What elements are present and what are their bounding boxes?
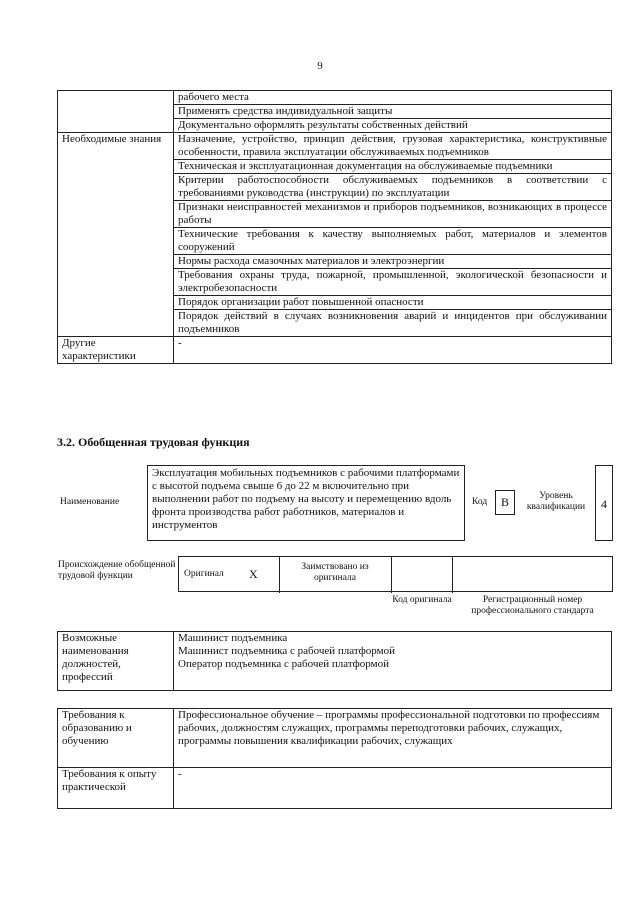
- table-cell: Технические требования к качеству выполняемых работ, материалов и элементов сооружений: [174, 228, 612, 255]
- divider: [452, 557, 453, 593]
- table-row-label: Необходимые знания: [58, 133, 174, 337]
- level-label: Уровень квалификации: [526, 491, 586, 512]
- table-row-label: Требования к опыту практической: [58, 768, 174, 809]
- table-cell: Применять средства индивидуальной защиты: [174, 105, 612, 119]
- list-item: Машинист подъемника: [178, 632, 288, 644]
- table-cell: Профессиональное обучение – программы профессиональной подготовки по профессиям рабочих, должностям служащих, программы переподготовки рабочих, служащих, программы повышения квалификации рабочих, служащих: [174, 709, 612, 768]
- list-item: Машинист подъемника с рабочей платформой: [178, 645, 395, 657]
- requirements-table: [57, 708, 612, 809]
- table-cell: Документально оформлять результаты собственных действий: [174, 119, 612, 133]
- code-value-box: B: [495, 490, 515, 515]
- table-row-label: Требования к образованию и обучению: [58, 709, 174, 768]
- reg-caption: Регистрационный номер профессионального стандарта: [471, 595, 594, 616]
- code-label: Код: [472, 497, 488, 507]
- origin-label: Происхождение обобщенной трудовой функции: [58, 560, 176, 581]
- positions-cell: [174, 632, 612, 691]
- table-cell: Назначение, устройство, принцип действия, грузовая характеристика, конструктивные особенности, правила эксплуатации обслуживаемых подъемников: [174, 133, 612, 160]
- name-label: Наименование: [60, 497, 120, 507]
- page-number: 9: [317, 60, 323, 72]
- section-heading: 3.2. Обобщенная трудовая функция: [57, 435, 250, 449]
- table-cell: Требования охраны труда, пожарной, промышленной, экологической безопасности и электробезопасности: [174, 269, 612, 296]
- function-name-box: Эксплуатация мобильных подъемников с рабочими платформами с высотой подъема свыше 6 до 22 м включительно при выполнении работ по подъему на высоту и перемещению вдоль фронта производства работ работников, материалов и инструментов: [147, 465, 465, 541]
- table-cell: рабочего места: [174, 91, 612, 105]
- code-caption: Код оригинала: [392, 595, 452, 605]
- table-cell: -: [174, 337, 612, 364]
- divider: [391, 557, 392, 593]
- table-cell: Признаки неисправностей механизмов и приборов подъемников, возникающих в процессе работы: [174, 201, 612, 228]
- table-cell: Критерии работоспособности обслуживаемых подъемников в соответствии с требованиями руководства (инструкции) по эксплуатации: [174, 174, 612, 201]
- original-label: Оригинал: [184, 569, 224, 579]
- knowledge-table: [57, 90, 612, 364]
- list-item: Оператор подъемника с рабочей платформой: [178, 658, 389, 670]
- table-cell: Порядок организации работ повышенной опасности: [174, 296, 612, 310]
- level-value-box: 4: [595, 465, 613, 541]
- origin-table: [178, 556, 613, 592]
- positions-table: [57, 631, 612, 691]
- borrowed-label: Заимствовано из оригинала: [301, 562, 369, 583]
- table-cell: -: [174, 768, 612, 809]
- table-row-label: [58, 91, 174, 133]
- table-row-label: Другие характеристики: [58, 337, 174, 364]
- table-row-label: Возможные наименования должностей, профессий: [58, 632, 174, 691]
- table-cell: Нормы расхода смазочных материалов и электроэнергии: [174, 255, 612, 269]
- table-cell: Порядок действий в случаях возникновения аварий и инцидентов при обслуживании подъемников: [174, 310, 612, 337]
- table-cell: Техническая и эксплуатационная документация на обслуживаемые подъемники: [174, 160, 612, 174]
- original-mark: X: [249, 567, 258, 581]
- divider: [279, 557, 280, 593]
